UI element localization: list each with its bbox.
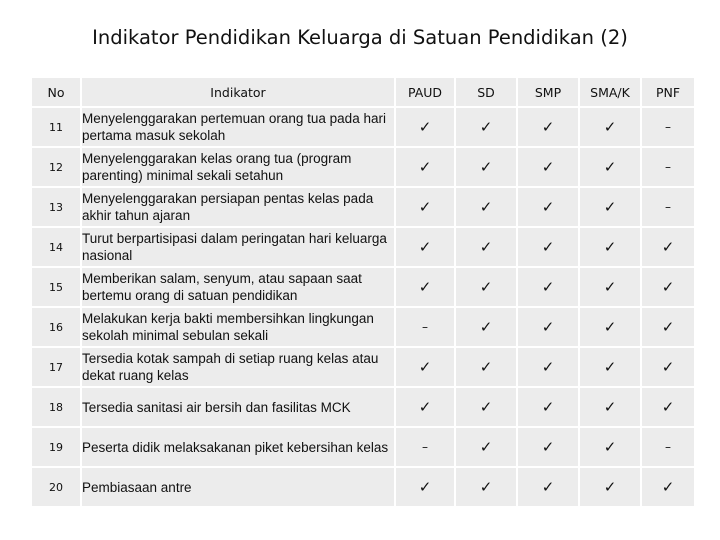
table-row (32, 468, 694, 506)
check-icon-smp: ✓ (518, 428, 578, 466)
row-number: 16 (32, 308, 80, 346)
check-icon-sd: ✓ (456, 108, 516, 146)
check-icon-sd: ✓ (456, 348, 516, 386)
check-icon-pnf: ✓ (642, 348, 694, 386)
header-smp: SMP (518, 78, 578, 106)
header-sd: SD (456, 78, 516, 106)
table-row (32, 388, 694, 426)
indicator-text: Tersedia sanitasi air bersih dan fasilitas MCK (82, 388, 394, 426)
check-icon-paud: ✓ (396, 228, 454, 266)
check-icon-smp: ✓ (518, 348, 578, 386)
check-icon-smak: ✓ (580, 388, 640, 426)
check-icon-smak: ✓ (580, 188, 640, 226)
check-icon-pnf: ✓ (642, 468, 694, 506)
table-row (32, 308, 694, 346)
indicator-text: Menyelenggarakan kelas orang tua (program parenting) minimal sekali setahun (82, 148, 394, 186)
check-icon-pnf: ✓ (642, 308, 694, 346)
page-title: Indikator Pendidikan Keluarga di Satuan Pendidikan (2) (92, 26, 628, 49)
check-icon-smp: ✓ (518, 268, 578, 306)
indicator-text: Peserta didik melaksakanan piket kebersihan kelas (82, 428, 394, 466)
check-icon-smak: ✓ (580, 348, 640, 386)
check-icon-smak: ✓ (580, 428, 640, 466)
check-icon-sd: ✓ (456, 308, 516, 346)
check-icon-smp: ✓ (518, 228, 578, 266)
check-icon-smak: ✓ (580, 108, 640, 146)
check-icon-smp: ✓ (518, 308, 578, 346)
table-row (32, 148, 694, 186)
row-number: 20 (32, 468, 80, 506)
row-number: 12 (32, 148, 80, 186)
dash-icon-pnf: – (642, 428, 694, 466)
row-number: 11 (32, 108, 80, 146)
indicator-text: Pembiasaan antre (82, 468, 394, 506)
dash-icon-pnf: – (642, 188, 694, 226)
check-icon-smak: ✓ (580, 148, 640, 186)
check-icon-smak: ✓ (580, 308, 640, 346)
indicator-text: Turut berpartisipasi dalam peringatan hari keluarga nasional (82, 228, 394, 266)
header-indikator: Indikator (82, 78, 394, 106)
check-icon-paud: ✓ (396, 348, 454, 386)
check-icon-smp: ✓ (518, 388, 578, 426)
check-icon-paud: ✓ (396, 108, 454, 146)
header-pnf: PNF (642, 78, 694, 106)
check-icon-pnf: ✓ (642, 388, 694, 426)
table-row (32, 108, 694, 146)
check-icon-pnf: ✓ (642, 228, 694, 266)
header-paud: PAUD (396, 78, 454, 106)
check-icon-paud: ✓ (396, 148, 454, 186)
row-number: 18 (32, 388, 80, 426)
dash-icon-pnf: – (642, 108, 694, 146)
indicator-text: Tersedia kotak sampah di setiap ruang kelas atau dekat ruang kelas (82, 348, 394, 386)
row-number: 15 (32, 268, 80, 306)
table-row (32, 268, 694, 306)
header-smak: SMA/K (580, 78, 640, 106)
table-row (32, 228, 694, 266)
table-row (32, 428, 694, 466)
check-icon-sd: ✓ (456, 388, 516, 426)
dash-icon-paud: – (396, 428, 454, 466)
table-row (32, 188, 694, 226)
check-icon-smak: ✓ (580, 468, 640, 506)
row-number: 19 (32, 428, 80, 466)
check-icon-paud: ✓ (396, 468, 454, 506)
check-icon-paud: ✓ (396, 188, 454, 226)
row-number: 13 (32, 188, 80, 226)
row-number: 14 (32, 228, 80, 266)
check-icon-smp: ✓ (518, 188, 578, 226)
check-icon-sd: ✓ (456, 148, 516, 186)
check-icon-pnf: ✓ (642, 268, 694, 306)
header-row (32, 78, 694, 106)
check-icon-paud: ✓ (396, 388, 454, 426)
indicator-table (30, 76, 696, 508)
table-row (32, 348, 694, 386)
check-icon-sd: ✓ (456, 268, 516, 306)
indicator-text: Menyelenggarakan persiapan pentas kelas pada akhir tahun ajaran (82, 188, 394, 226)
indicator-text: Menyelenggarakan pertemuan orang tua pada hari pertama masuk sekolah (82, 108, 394, 146)
check-icon-sd: ✓ (456, 188, 516, 226)
check-icon-smak: ✓ (580, 268, 640, 306)
indicator-text: Memberikan salam, senyum, atau sapaan saat bertemu orang di satuan pendidikan (82, 268, 394, 306)
indicator-text: Melakukan kerja bakti membersihkan lingkungan sekolah minimal sebulan sekali (82, 308, 394, 346)
row-number: 17 (32, 348, 80, 386)
check-icon-sd: ✓ (456, 428, 516, 466)
check-icon-paud: ✓ (396, 268, 454, 306)
check-icon-sd: ✓ (456, 228, 516, 266)
check-icon-smak: ✓ (580, 228, 640, 266)
dash-icon-paud: – (396, 308, 454, 346)
check-icon-sd: ✓ (456, 468, 516, 506)
check-icon-smp: ✓ (518, 108, 578, 146)
dash-icon-pnf: – (642, 148, 694, 186)
check-icon-smp: ✓ (518, 148, 578, 186)
header-no: No (32, 78, 80, 106)
check-icon-smp: ✓ (518, 468, 578, 506)
